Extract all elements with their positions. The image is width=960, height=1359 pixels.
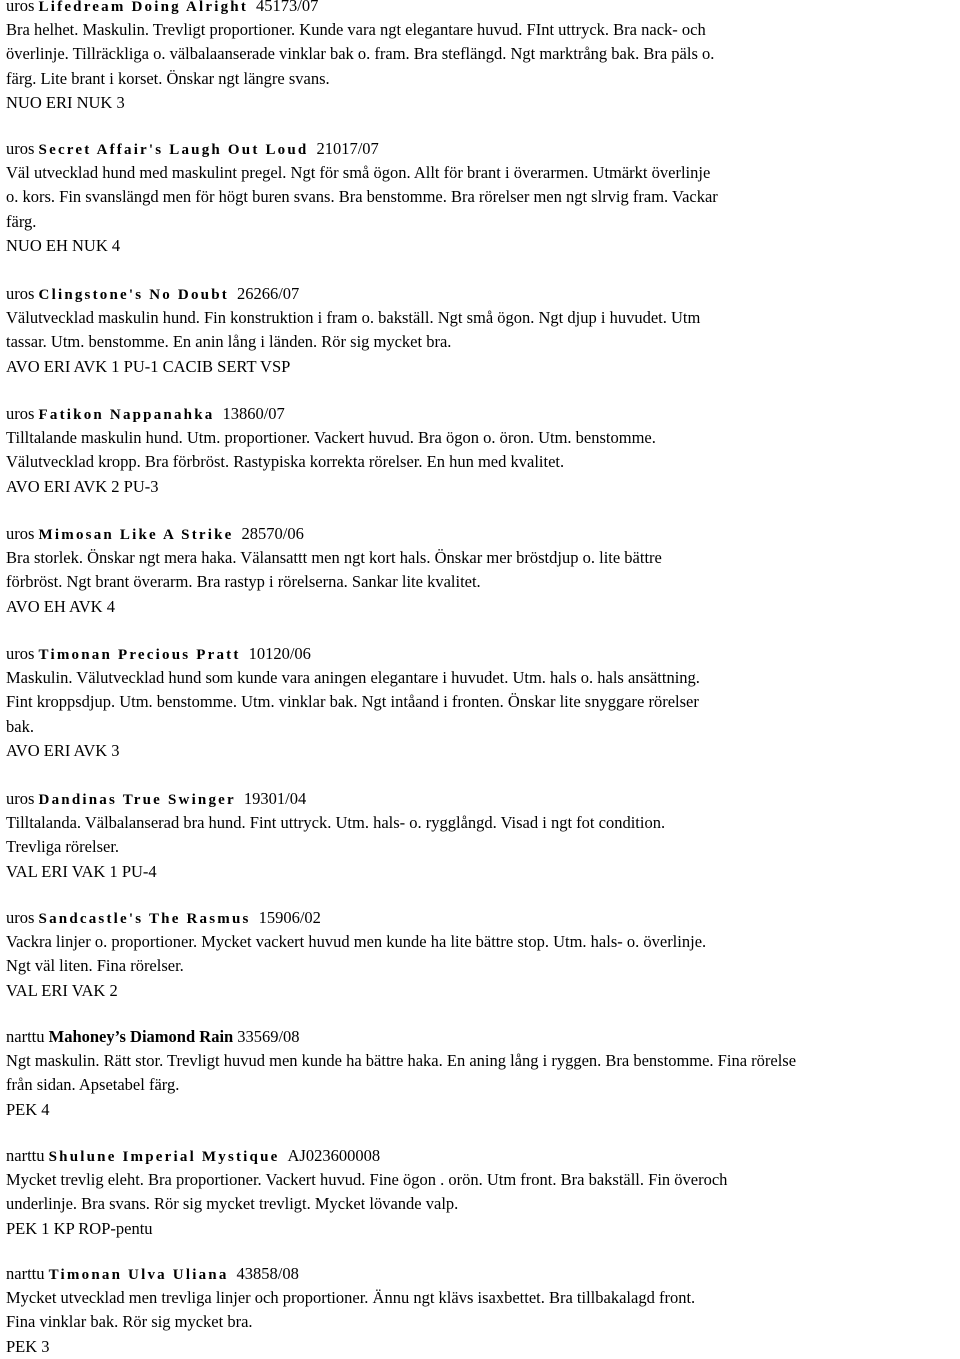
result-line: PEK 3	[6, 1336, 50, 1356]
entry-sex: uros	[6, 284, 35, 303]
critique-line: Mycket utvecklad men trevliga linjer och proportioner. Ännu ngt klävs isaxbettet. Bra tillbakalagd front.	[6, 1288, 696, 1308]
entry-heading	[6, 642, 311, 666]
entry-heading	[6, 402, 285, 426]
critique-line: Fint kroppsdjup. Utm. benstomme. Utm. vinklar bak. Ngt intåand i fronten. Önskar lite snyggare rörelser	[6, 692, 699, 712]
registration-number: 28570/06	[241, 524, 304, 543]
result-line: VAL ERI VAK 1 PU-4	[6, 861, 157, 881]
critique-line: tassar. Utm. benstomme. En anin lång i länden. Rör sig mycket bra.	[6, 332, 452, 352]
dog-name: Sandcastle's The Rasmus	[38, 911, 251, 927]
entry-sex: uros	[6, 404, 35, 423]
dog-name: Shulune Imperial Mystique	[48, 1149, 280, 1165]
critique-line: Ngt maskulin. Rätt stor. Trevligt huvud men kunde ha bättre haka. En aning lång i ryggen. Bra benstomme. Fina rörelse	[6, 1051, 797, 1071]
entry-sex: uros	[6, 644, 35, 663]
critique-line: Ngt väl liten. Fina rörelser.	[6, 956, 184, 976]
critique-line: bak.	[6, 716, 34, 736]
registration-number: 21017/07	[316, 139, 379, 158]
entry-sex: narttu	[6, 1264, 45, 1283]
critique-line: överlinje. Tillräckliga o. välbalaanserade vinklar bak o. fram. Bra steflängd. Ngt marktrång bak. Bra päls o.	[6, 44, 715, 64]
dog-name: Mahoney’s Diamond Rain	[48, 1027, 234, 1046]
critique-line: Tilltalanda. Välbalanserad bra hund. Fint uttryck. Utm. hals- o. rygglångd. Visad i ngt fot condition.	[6, 813, 666, 833]
dog-name: Clingstone's No Doubt	[38, 287, 229, 303]
result-line: AVO ERI AVK 1 PU-1 CACIB SERT VSP	[6, 356, 291, 376]
entry-heading	[6, 282, 299, 306]
entry-sex: uros	[6, 139, 35, 158]
entry-sex: uros	[6, 789, 35, 808]
critique-line: Tilltalande maskulin hund. Utm. proportioner. Vackert huvud. Bra ögon o. öron. Utm. benstomme.	[6, 428, 656, 448]
critique-line: o. kors. Fin svanslängd men för högt buren svans. Bra benstomme. Bra rörelser men ngt slrvig fram. Vackar	[6, 187, 718, 207]
registration-number: 13860/07	[222, 404, 285, 423]
dog-name: Mimosan Like A Strike	[38, 527, 234, 543]
critique-line: Väl utvecklad hund med maskulint pregel. Ngt för små ögon. Allt för brant i överarmen. Utmärkt överlinje	[6, 163, 711, 183]
critique-line: Maskulin. Välutvecklad hund som kunde vara aningen elegantare i huvudet. Utm. hals o. hals ansättning.	[6, 668, 700, 688]
critique-line: Bra storlek. Önskar ngt mera haka. Välansattt men ngt kort hals. Önskar mer bröstdjup o. lite bättre	[6, 548, 662, 568]
critique-line: färg.	[6, 211, 37, 231]
registration-number: 45173/07	[256, 0, 319, 15]
entry-sex: uros	[6, 524, 35, 543]
critique-line: Fina vinklar bak. Rör sig mycket bra.	[6, 1312, 253, 1332]
entry-heading	[6, 522, 304, 546]
critique-line: från sidan. Apsetabel färg.	[6, 1075, 180, 1095]
registration-number: 19301/04	[243, 789, 307, 808]
registration-number: 15906/02	[258, 908, 321, 927]
registration-number: 10120/06	[248, 644, 311, 663]
dog-name: Fatikon Nappanahka	[38, 407, 215, 423]
result-line: VAL ERI VAK 2	[6, 980, 118, 1000]
entry-heading	[6, 1025, 300, 1049]
result-line: PEK 4	[6, 1099, 50, 1119]
result-line: AVO ERI AVK 2 PU-3	[6, 476, 159, 496]
registration-number: 43858/08	[236, 1264, 299, 1283]
critique-line: färg. Lite brant i korset. Önskar ngt längre svans.	[6, 68, 330, 88]
dog-name: Secret Affair's Laugh Out Loud	[38, 142, 309, 158]
critique-line: Välutvecklad maskulin hund. Fin konstruktion i fram o. bakställ. Ngt små ögon. Ngt djup i huvudet. Utm	[6, 308, 701, 328]
critique-line: Välutvecklad kropp. Bra förbröst. Rastypiska korrekta rörelser. En hun med kvalitet.	[6, 452, 565, 472]
entry-sex: narttu	[6, 1146, 45, 1165]
entry-heading	[6, 0, 318, 18]
dog-name: Dandinas True Swinger	[38, 792, 236, 808]
registration-number: 26266/07	[236, 284, 300, 303]
entry-sex: uros	[6, 0, 35, 15]
result-line: PEK 1 KP ROP-pentu	[6, 1218, 153, 1238]
critique-line: underlinje. Bra svans. Rör sig mycket trevligt. Mycket lövande valp.	[6, 1194, 459, 1214]
result-line: NUO EH NUK 4	[6, 235, 121, 255]
critique-line: förbröst. Ngt brant överarm. Bra rastyp i rörelserna. Sankar lite kvalitet.	[6, 572, 481, 592]
result-line: AVO ERI AVK 3	[6, 740, 120, 760]
dog-name: Lifedream Doing Alright	[38, 0, 249, 15]
registration-number: 33569/08	[237, 1027, 300, 1046]
entry-heading	[6, 906, 321, 930]
entry-heading	[6, 787, 306, 811]
critique-line: Vackra linjer o. proportioner. Mycket vackert huvud men kunde ha lite bättre stop. Utm. hals- o. överlinje.	[6, 932, 707, 952]
dog-name: Timonan Ulva Uliana	[48, 1267, 229, 1283]
entry-sex: uros	[6, 908, 35, 927]
dog-name: Timonan Precious Pratt	[38, 647, 241, 663]
registration-number: AJ023600008	[287, 1146, 381, 1165]
entry-heading	[6, 1262, 299, 1286]
critique-line: Mycket trevlig eleht. Bra proportioner. Vackert huvud. Fine ögon . orön. Utm front. Bra bakställ. Fin överoch	[6, 1170, 728, 1190]
critique-line: Bra helhet. Maskulin. Trevligt proportioner. Kunde vara ngt elegantare huvud. FInt uttryck. Bra nack- och	[6, 20, 706, 40]
result-line: AVO EH AVK 4	[6, 596, 115, 616]
critique-line: Trevliga rörelser.	[6, 837, 120, 857]
result-line: NUO ERI NUK 3	[6, 92, 125, 112]
entry-sex: narttu	[6, 1027, 45, 1046]
entry-heading	[6, 1144, 380, 1168]
entry-heading	[6, 137, 379, 161]
